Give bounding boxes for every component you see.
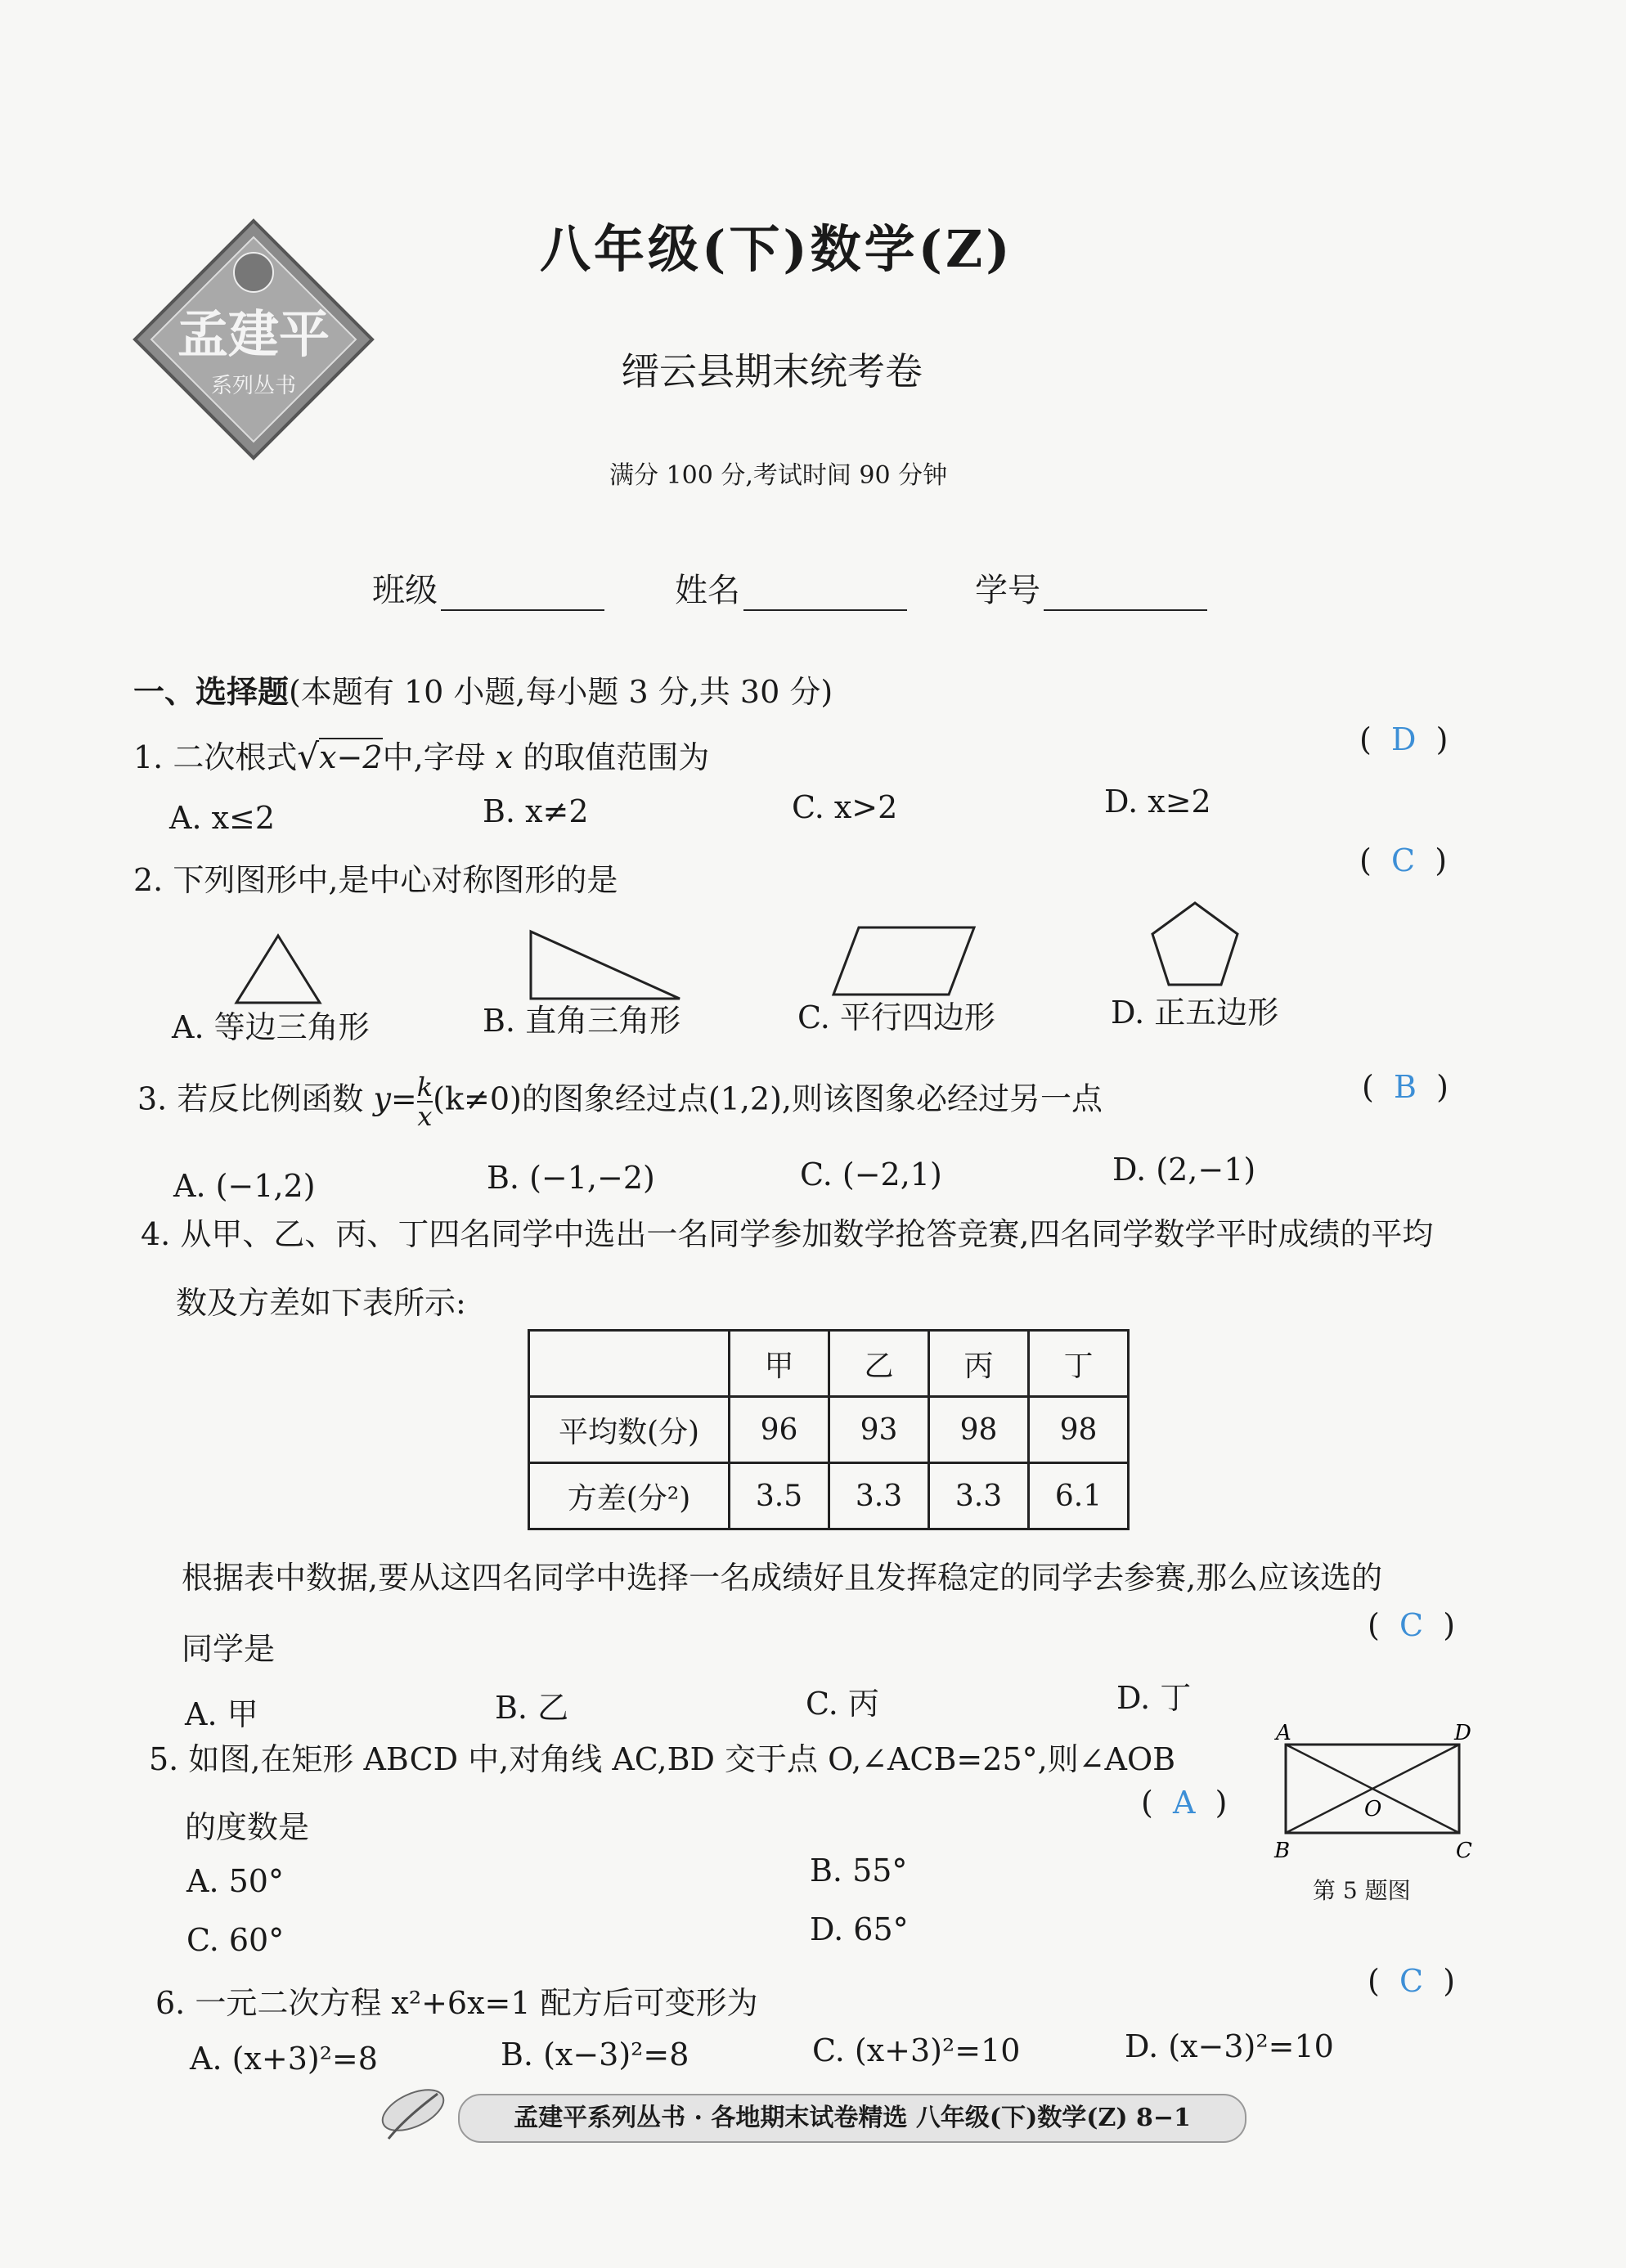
parallelogram-figure [830, 924, 977, 998]
logo-sub: 系列丛书 [210, 374, 297, 398]
q2-option-c: C. 平行四边形 [797, 999, 995, 1035]
section-heading: 一、选择题(本题有 10 小题,每小题 3 分,共 30 分) [133, 673, 833, 710]
q4-after-line1: 根据表中数据,要从这四名同学中选择一名成绩好且发挥稳定的同学去参赛,那么应该选的 [182, 1560, 1383, 1596]
pentagon-figure [1149, 900, 1241, 988]
q6-option-c: C. (x+3)²=10 [812, 2032, 1021, 2068]
q5-option-a: A. 50° [186, 1863, 284, 1899]
q2-option-d: D. 正五边形 [1111, 995, 1279, 1031]
q3-option-c: C. (−2,1) [800, 1156, 942, 1192]
q1-option-a: A. x≤2 [169, 800, 276, 836]
name-blank[interactable] [743, 577, 907, 611]
svg-text:C: C [1456, 1839, 1472, 1863]
q3-answer: ( B ) [1362, 1069, 1449, 1105]
q2-option-b: B. 直角三角形 [483, 1003, 681, 1039]
q1-stem: 1. 二次根式√x−2中,字母 x 的取值范围为 [133, 736, 710, 776]
logo-text: 孟建平 [177, 304, 330, 364]
class-blank[interactable] [441, 577, 604, 611]
q2-answer: ( C ) [1359, 842, 1448, 878]
q6-stem: 6. 一元二次方程 x²+6x=1 配方后可变形为 [155, 1985, 758, 2021]
class-field: 班级 [372, 564, 604, 611]
q3-stem: 3. 若反比例函数 y= $\frac{k}{x}$ (k≠0)的图象经过点(1,2),则该图象必经过另一点 [137, 1071, 1103, 1132]
svg-text:B: B [1274, 1839, 1291, 1863]
q3-option-a: A. (−1,2) [173, 1168, 316, 1204]
q5-figure-caption: 第 5 题图 [1313, 1877, 1411, 1904]
q1-option-d: D. x≥2 [1104, 784, 1211, 820]
id-field: 学号 [975, 564, 1207, 611]
q4-stem-line2: 数及方差如下表所示: [176, 1285, 466, 1321]
q5-option-b: B. 55° [810, 1853, 908, 1889]
svg-text:D: D [1454, 1722, 1471, 1745]
q1-option-c: C. x>2 [792, 789, 898, 825]
q1-answer: ( D ) [1359, 721, 1449, 757]
q6-option-a: A. (x+3)²=8 [190, 2041, 378, 2077]
q4-option-d: D. 丁 [1116, 1680, 1192, 1716]
table-row: 方差(分²) 3.5 3.3 3.3 6.1 [529, 1463, 1129, 1529]
table-row: 平均数(分) 96 93 98 98 [529, 1397, 1129, 1463]
equilateral-triangle-figure [233, 932, 323, 1006]
q4-after-line2: 同学是 [182, 1631, 276, 1667]
q4-stem-line1: 4. 从甲、乙、丙、丁四名同学中选出一名同学参加数学抢答竞赛,四名同学数学平时成绩的平均 [141, 1216, 1434, 1252]
q5-stem-line1: 5. 如图,在矩形 ABCD 中,对角线 AC,BD 交于点 O,∠ACB=25°,则∠AOB [149, 1741, 1176, 1777]
q5-stem-line2: 的度数是 [185, 1809, 310, 1845]
footer-leaf-icon [372, 2077, 454, 2154]
q4-option-c: C. 丙 [806, 1686, 879, 1722]
q5-option-c: C. 60° [186, 1922, 285, 1958]
q4-answer: ( C ) [1368, 1607, 1456, 1643]
score-table [528, 1329, 1130, 1530]
q6-option-b: B. (x−3)²=8 [501, 2037, 689, 2073]
q2-option-a: A. 等边三角形 [172, 1009, 370, 1045]
q1-option-b: B. x≠2 [483, 793, 589, 829]
exam-meta: 满分 100 分,考试时间 90 分钟 [609, 461, 948, 490]
page-footer: 孟建平系列丛书 · 各地期末试卷精选 八年级(下)数学(Z) 8−1 [458, 2094, 1246, 2143]
name-field: 姓名 [675, 564, 907, 611]
q2-stem: 2. 下列图形中,是中心对称图形的是 [133, 862, 618, 898]
svg-text:A: A [1276, 1722, 1291, 1745]
q3-option-d: D. (2,−1) [1112, 1152, 1256, 1188]
id-blank[interactable] [1044, 577, 1207, 611]
q5-option-d: D. 65° [810, 1911, 909, 1947]
rectangle-abcd-figure [1266, 1722, 1479, 1872]
q6-option-d: D. (x−3)²=10 [1125, 2028, 1334, 2064]
table-row: 甲 乙 丙 丁 [529, 1331, 1129, 1397]
page-title: 八年级(下)数学(Z) [540, 219, 1013, 279]
q3-option-b: B. (−1,−2) [487, 1160, 655, 1196]
publisher-logo [131, 217, 376, 462]
svg-text:O: O [1364, 1797, 1382, 1821]
page-subtitle: 缙云县期末统考卷 [622, 349, 923, 393]
q5-answer: ( A ) [1141, 1785, 1228, 1821]
q4-option-b: B. 乙 [495, 1690, 569, 1726]
q4-option-a: A. 甲 [185, 1696, 258, 1732]
q6-answer: ( C ) [1368, 1963, 1456, 1999]
right-triangle-figure [528, 928, 683, 1002]
